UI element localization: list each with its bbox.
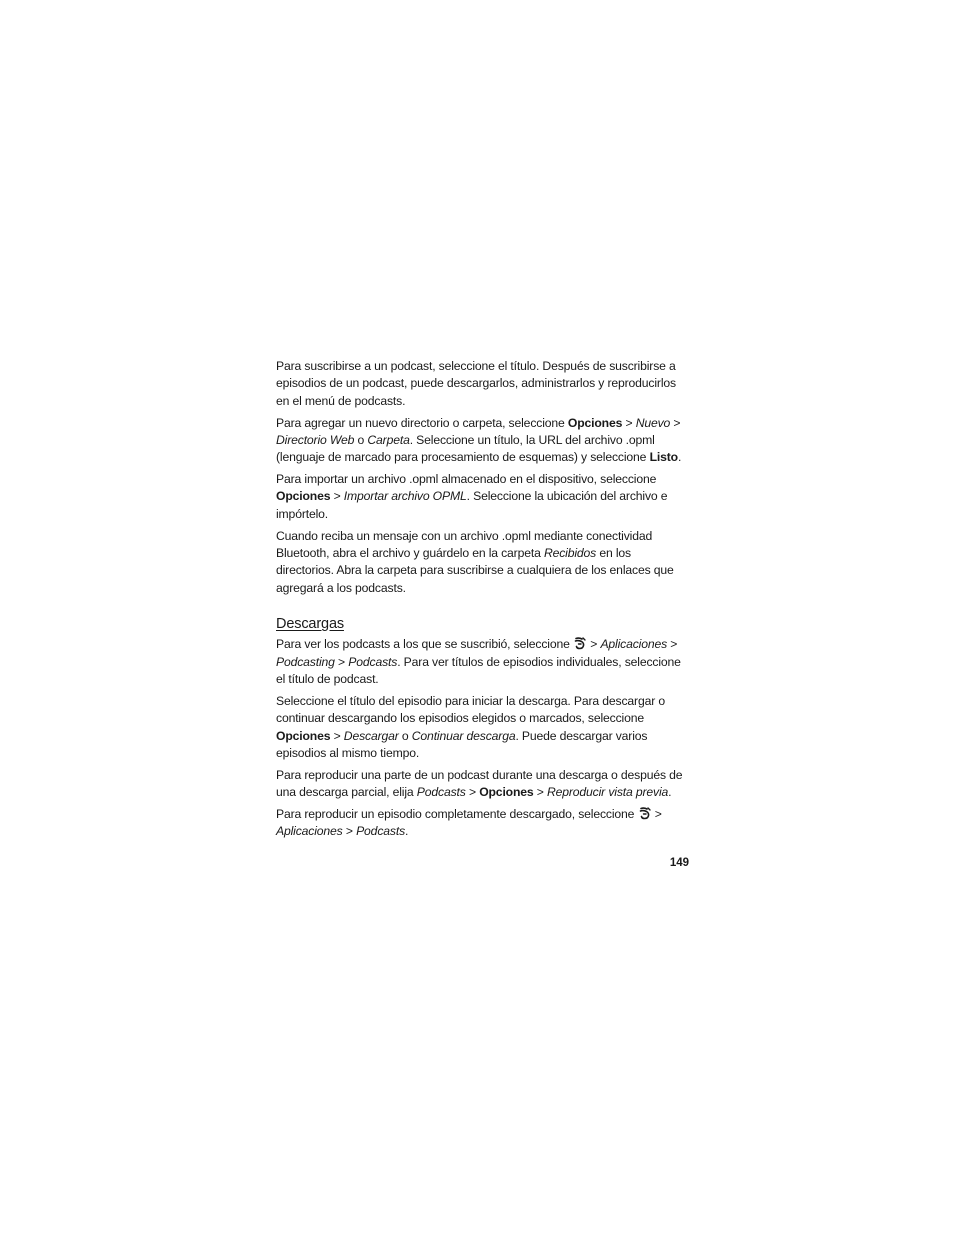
text-run: en los directorios. Abra la carpeta para suscribirse a cualquiera de los enlaces que agregará a los podcasts. bbox=[276, 545, 674, 595]
text-run: Para ver los podcasts a los que se suscribió, seleccione bbox=[276, 637, 573, 652]
menu-command: Opciones bbox=[276, 489, 331, 504]
text-run: o bbox=[354, 432, 368, 447]
section-paragraphs bbox=[276, 636, 688, 840]
menu-key-icon bbox=[639, 807, 651, 820]
text-run: > bbox=[330, 489, 344, 504]
text-run: . bbox=[668, 785, 672, 800]
menu-option: Podcasts bbox=[416, 785, 466, 800]
intro-paragraphs bbox=[276, 358, 688, 597]
menu-option: Directorio Web bbox=[276, 432, 355, 447]
text-run: . Seleccione un título, la URL del archivo .opml (lenguaje de marcado para procesamiento de esquemas) y seleccione bbox=[276, 432, 655, 465]
text-run: > bbox=[465, 785, 480, 800]
menu-option: Descargar bbox=[343, 728, 399, 743]
paragraph bbox=[276, 636, 688, 688]
text-run: Para importar un archivo .opml almacenado en el dispositivo, seleccione bbox=[276, 472, 657, 487]
menu-option: Carpeta bbox=[367, 432, 410, 447]
paragraph bbox=[276, 358, 688, 410]
text-run: > bbox=[342, 824, 357, 839]
menu-option: Aplicaciones bbox=[600, 637, 668, 652]
page-number: 149 bbox=[669, 857, 689, 869]
paragraph bbox=[276, 528, 688, 598]
menu-option: Podcasts bbox=[356, 824, 406, 839]
menu-option: Recibidos bbox=[543, 545, 597, 560]
text-run: Seleccione el título del episodio para iniciar la descarga. Para descargar o continuar descargando los episodios elegidos o marcados, seleccione bbox=[276, 693, 665, 726]
menu-command: Listo bbox=[649, 450, 678, 465]
paragraph bbox=[276, 471, 688, 523]
menu-command: Opciones bbox=[479, 785, 534, 800]
menu-option: Importar archivo OPML bbox=[343, 489, 467, 504]
menu-option: Reproducir vista previa bbox=[546, 785, 669, 800]
text-run: . Para ver títulos de episodios individuales, seleccione el título de podcast. bbox=[276, 654, 681, 686]
paragraph bbox=[276, 767, 688, 802]
page-body bbox=[276, 358, 688, 845]
text-run: Para reproducir una parte de un podcast durante una descarga o después de una descarga parcial, elija bbox=[276, 767, 683, 800]
paragraph bbox=[276, 415, 688, 467]
paragraph bbox=[276, 693, 688, 763]
menu-option: Podcasting bbox=[276, 654, 335, 669]
text-run: > bbox=[651, 806, 662, 821]
text-run: Cuando reciba un mensaje con un archivo .opml mediante conectividad Bluetooth, abra el archivo y guárdelo en la carpeta bbox=[276, 528, 653, 560]
text-run: . bbox=[405, 824, 409, 839]
menu-option: Aplicaciones bbox=[276, 824, 343, 839]
text-run: o bbox=[398, 728, 412, 743]
text-run: . bbox=[677, 450, 682, 465]
menu-command: Opciones bbox=[276, 728, 331, 743]
text-run: . Seleccione la ubicación del archivo e impórtelo. bbox=[276, 489, 668, 521]
text-run: Para reproducir un episodio completamente descargado, seleccione bbox=[276, 806, 638, 821]
menu-option: Nuevo bbox=[635, 415, 671, 430]
text-run: > bbox=[330, 728, 344, 743]
menu-key-icon bbox=[574, 637, 586, 650]
paragraph bbox=[276, 806, 688, 841]
text-run: > bbox=[670, 415, 681, 430]
text-run: > bbox=[533, 785, 547, 800]
menu-option: Podcasts bbox=[348, 654, 398, 669]
text-run: > bbox=[334, 654, 349, 669]
menu-command: Opciones bbox=[567, 415, 623, 430]
text-run: > bbox=[586, 637, 601, 652]
text-run: > bbox=[667, 637, 678, 652]
text-run: Para suscribirse a un podcast, seleccione el título. Después de suscribirse a episodios de un podcast, puede descargarlos, administrarlos y reproducirlos en el menú de podcasts. bbox=[276, 359, 676, 408]
text-run: Para agregar un nuevo directorio o carpeta, seleccione bbox=[276, 415, 568, 430]
menu-option: Continuar descarga bbox=[411, 728, 516, 743]
section-heading-descargas: Descargas bbox=[276, 616, 344, 633]
text-run: > bbox=[622, 415, 636, 430]
text-run: . Puede descargar varios episodios al mismo tiempo. bbox=[276, 728, 648, 760]
